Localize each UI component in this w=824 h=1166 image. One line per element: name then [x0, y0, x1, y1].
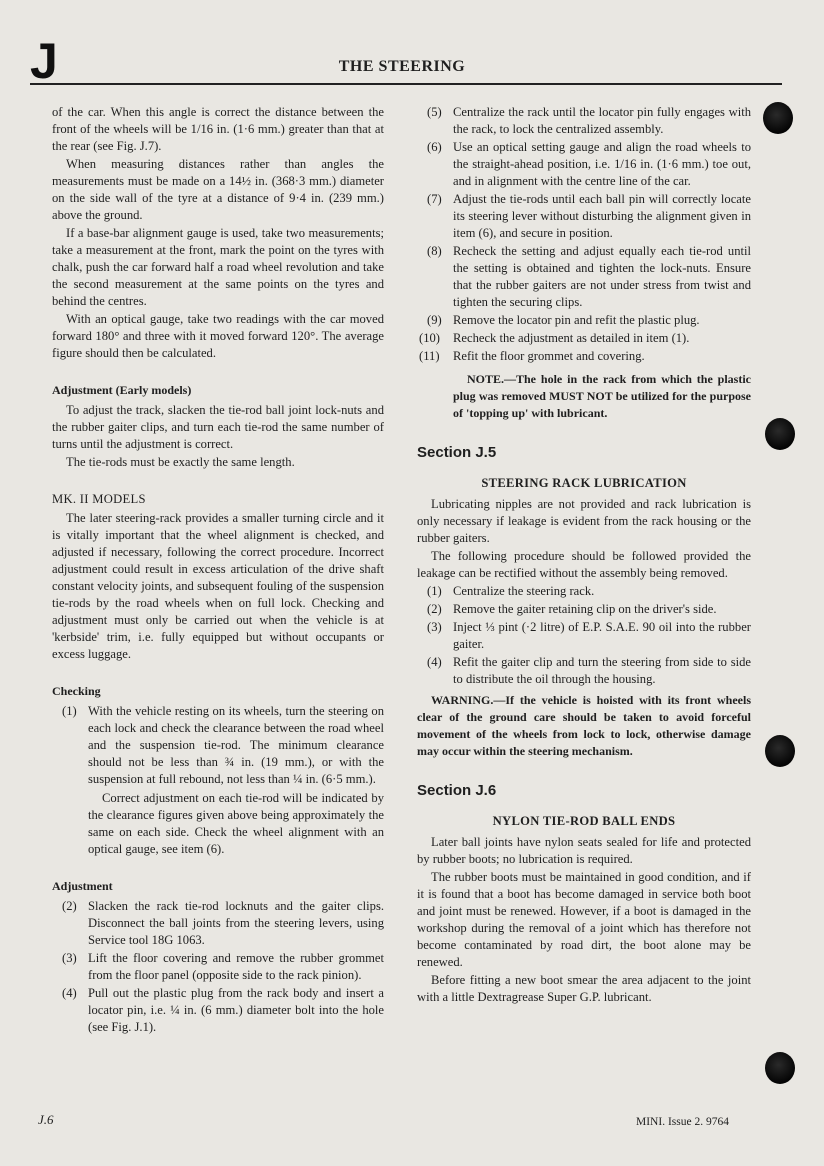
checking-steps: [52, 703, 384, 858]
list-item: [417, 348, 751, 365]
section-j6-subtitle: NYLON TIE-ROD BALL ENDS: [492, 814, 676, 828]
step-number: (4): [62, 986, 77, 1000]
step-number: (5): [427, 105, 442, 119]
list-item: [52, 950, 384, 984]
page-number: J.6: [38, 1112, 54, 1127]
publication-info: MINI. Issue 2. 9764: [636, 1116, 729, 1128]
step-text: Remove the locator pin and refit the plastic plug.: [453, 313, 700, 327]
step-text: Pull out the plastic plug from the rack body and insert a locator pin, i.e. ¼ in. (6 mm.) diameter bolt into the hole (see Fig. J.1).: [88, 986, 384, 1034]
intro-paragraph-2: When measuring distances rather than angles the measurements must be made on a 14½ in. (368·3 mm.) diameter on the side wall of the tyre at a distance of 9·4 in. (239 mm.) above the ground.: [52, 157, 384, 222]
step-number: (7): [427, 192, 442, 206]
step-number: (10): [419, 331, 440, 345]
list-item: [52, 703, 384, 858]
section-j6-paragraph-3: Before fitting a new boot smear the area adjacent to the joint with a little Dextragrease Super G.P. lubricant.: [417, 973, 751, 1004]
section-j5-subtitle: STEERING RACK LUBRICATION: [481, 476, 687, 490]
section-j6-paragraph-2: The rubber boots must be maintained in good condition, and if it is found that a boot has become damaged in service both boot and joint must be renewed. However, if a boot is damaged in the workshop during the removal of a joint which has therefore not become contaminated by road dirt, the boot alone may be renewed.: [417, 870, 751, 969]
list-item: [417, 654, 751, 688]
list-item: [417, 619, 751, 653]
adjustment-heading: Adjustment: [52, 879, 113, 893]
step-number: (3): [427, 620, 442, 634]
alignment-steps: [417, 104, 751, 365]
adjustment-early-paragraph-1: To adjust the track, slacken the tie-rod ball joint lock-nuts and the rubber gaiter clips, and turn each tie-rod the same number of turns until the adjustment is correct.: [52, 403, 384, 451]
step-text: Centralize the rack until the locator pin fully engages with the rack, to lock the centralized assembly.: [453, 105, 751, 136]
section-j5-paragraph-1: Lubricating nipples are not provided and rack lubrication is only necessary if leakage is evident from the rack housing or the rubber gaiters.: [417, 497, 751, 545]
header-rule: [30, 83, 782, 85]
step-text: Refit the gaiter clip and turn the steering from side to side to distribute the oil through the housing.: [453, 655, 751, 686]
step-text: Recheck the setting and adjust equally each tie-rod until the setting is obtained and tighten the lock-nuts. Ensure that the rubber gaiters are not under stress from twist and tighten the securing clips.: [453, 244, 751, 309]
step-number: (4): [427, 655, 442, 669]
mk2-paragraph: The later steering-rack provides a smaller turning circle and it is vitally important that the wheel alignment is checked, and adjusted if necessary, following the correct procedure. Incorrect adjustment could result in excess articulation of the drive shaft constant velocity joints, and subsequent fouling of the suspension tie-rods by the road wheels when on full lock. Checking and adjustment must only be carried out when the vehicle is at 'kerbside' trim, i.e. fully equipped but without occupants or excess luggage.: [52, 511, 384, 661]
list-item: [417, 601, 751, 618]
intro-paragraph-4: With an optical gauge, take two readings with the car moved forward 180° and three with it moved forward 120°. The average figure should then be calculated.: [52, 312, 384, 360]
step-number: (8): [427, 244, 442, 258]
lubrication-steps: [417, 583, 751, 688]
step-number: (6): [427, 140, 442, 154]
step-number: (9): [427, 313, 442, 327]
list-item: [417, 191, 751, 242]
warning-text: WARNING.—If the vehicle is hoisted with its front wheels clear of the ground care should be taken to avoid forceful movement of the wheels from lock to lock, otherwise damage may occur within the steering mechanism.: [417, 693, 751, 758]
list-item: [417, 243, 751, 311]
punch-hole: [765, 1052, 795, 1084]
list-item: [417, 330, 751, 347]
step-text: Slacken the rack tie-rod locknuts and the gaiter clips. Disconnect the ball joints from the steering levers, using Service tool 18G 1063.: [88, 899, 384, 947]
step-text: Recheck the adjustment as detailed in item (1).: [453, 331, 690, 345]
step-number: (11): [419, 349, 440, 363]
step-number: (1): [427, 584, 442, 598]
list-item: [52, 898, 384, 949]
list-item: [417, 139, 751, 190]
list-item: [417, 312, 751, 329]
left-column: [52, 104, 384, 1037]
section-j6-paragraph-1: Later ball joints have nylon seats sealed for life and protected by rubber boots; no lubrication is required.: [417, 835, 751, 866]
adjustment-early-heading: Adjustment (Early models): [52, 383, 192, 397]
section-letter: J: [30, 33, 58, 89]
section-j5-paragraph-2: The following procedure should be followed provided the leakage can be rectified without the assembly being removed.: [417, 549, 751, 580]
step-number: (3): [62, 951, 77, 965]
section-j5-heading: Section J.5: [417, 444, 497, 461]
step-text: Use an optical setting gauge and align the road wheels to the straight-ahead position, i.e. 1/16 in. (1·6 mm.) toe out, and in alignment with the centre line of the car.: [453, 140, 751, 188]
adjustment-steps: [52, 898, 384, 1036]
note-text: NOTE.—The hole in the rack from which the plastic plug was removed MUST NOT be utilized for the purpose of 'topping up' with lubricant.: [453, 372, 751, 420]
intro-paragraph-1: of the car. When this angle is correct the distance between the front of the wheels will be 1/16 in. (1·6 mm.) greater than that at the rear (see Fig. J.7).: [52, 105, 384, 153]
step-text: Refit the floor grommet and covering.: [453, 349, 645, 363]
page-title: THE STEERING: [338, 58, 466, 75]
punch-hole: [765, 418, 795, 450]
adjustment-early-paragraph-2: The tie-rods must be exactly the same length.: [66, 455, 295, 469]
step-text: With the vehicle resting on its wheels, turn the steering on each lock and check the clearance between the road wheel and the suspension tie-rod. The minimum clearance should not be less than ¾ in. (19 mm.), or with the suspension at full rebound, not less than ¼ in. (6·5 mm.).: [88, 704, 384, 786]
step-number: (2): [62, 899, 77, 913]
step-text: Remove the gaiter retaining clip on the driver's side.: [453, 602, 717, 616]
punch-hole: [765, 735, 795, 767]
mk2-models-heading: MK. II MODELS: [52, 492, 146, 506]
step-number: (2): [427, 602, 442, 616]
list-item: [417, 104, 751, 138]
list-item: [52, 985, 384, 1036]
checking-heading: Checking: [52, 684, 101, 698]
step-text: Centralize the steering rack.: [453, 584, 595, 598]
step-text: Lift the floor covering and remove the rubber grommet from the floor panel (opposite side to the rack pinion).: [88, 951, 384, 982]
right-column: [417, 104, 751, 1007]
step-text: Inject ⅓ pint (·2 litre) of E.P. S.A.E. 90 oil into the rubber gaiter.: [453, 620, 751, 651]
intro-paragraph-3: If a base-bar alignment gauge is used, take two measurements; take a measurement at the front, mark the point on the tyres with chalk, push the car forward half a road wheel revolution and take the second measurement at the same points on the tyres and behind the centres.: [52, 226, 384, 308]
punch-hole: [763, 102, 793, 134]
step-number: (1): [62, 704, 77, 718]
step-extra-text: Correct adjustment on each tie-rod will be indicated by the clearance figures given above being approximately the same on each side. Check the wheel alignment with an optical gauge, see item (6).: [88, 791, 384, 856]
step-text: Adjust the tie-rods until each ball pin will correctly locate its steering lever without disturbing the alignment given in item (6), and secure in position.: [453, 192, 751, 240]
list-item: [417, 583, 751, 600]
section-j6-heading: Section J.6: [417, 782, 497, 799]
